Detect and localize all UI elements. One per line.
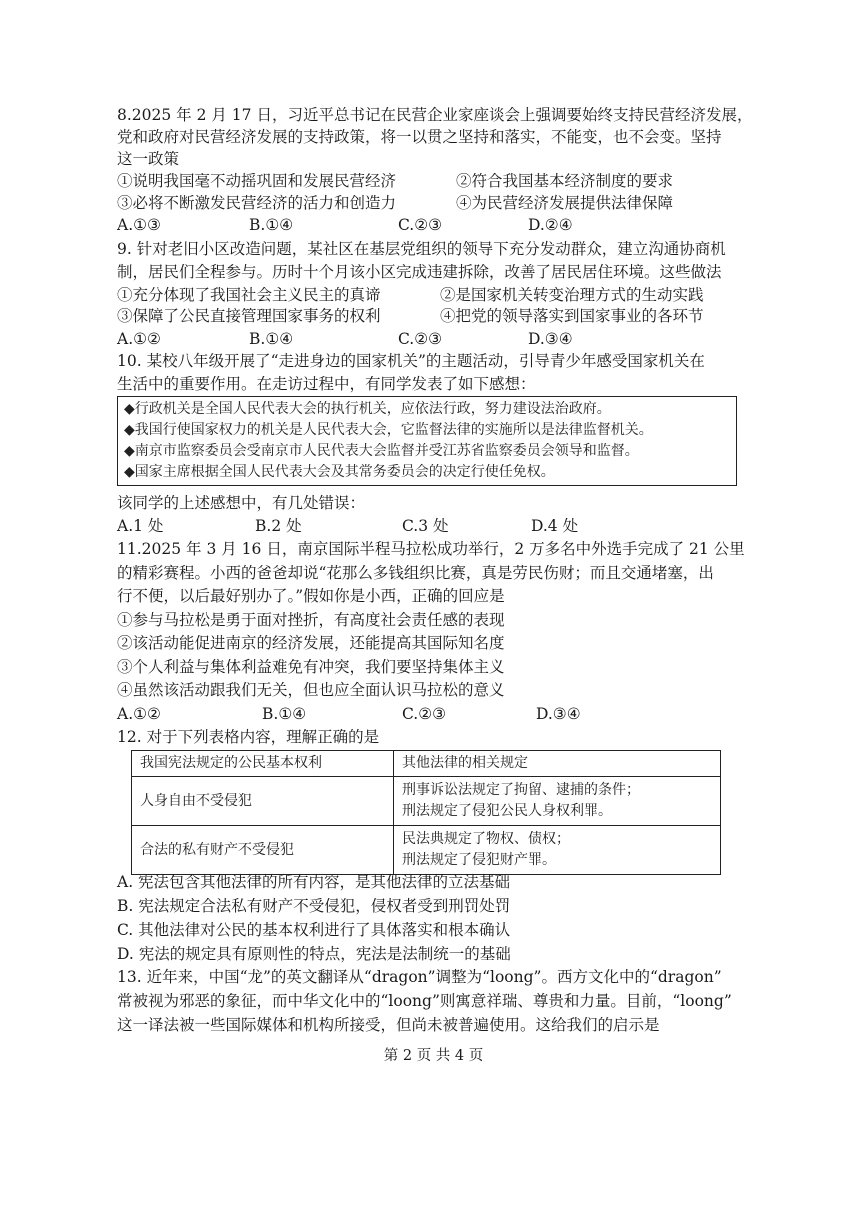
table-cell: 合法的私有财产不受侵犯 — [132, 826, 394, 875]
q12-option-b: B. 宪法规定合法私有财产不受侵犯，侵权者受到刑罚处罚 — [117, 897, 511, 915]
q10-stem-line-2: 生活中的重要作用。在走访过程中，有同学发表了如下感想： — [117, 375, 536, 393]
page-number: 第 2 页 共 4 页 — [383, 1048, 484, 1064]
q12-option-c: C. 其他法律对公民的基本权利进行了具体落实和根本确认 — [117, 921, 511, 939]
q11-option-3: ③个人利益与集体利益难免有冲突，我们要坚持集体主义 — [117, 658, 505, 676]
q8-choice-c: C.②③ — [398, 216, 443, 234]
q10-after-text: 该同学的上述感想中，有几处错误： — [117, 494, 366, 512]
table-cell — [394, 777, 721, 826]
q11-choice-a: A.①② — [117, 705, 161, 723]
q8-choice-d: D.②④ — [528, 216, 573, 234]
q11-choice-d: D.③④ — [536, 705, 581, 723]
table-cell-line: 刑法规定了侵犯公民人身权利罪。 — [402, 803, 612, 819]
q10-statement-3: ◆南京市监察委员会受南京市人民代表大会监督并受江苏省监察委员会领导和监督。 — [124, 443, 639, 459]
table-cell — [394, 826, 721, 875]
q10-statement-box — [117, 396, 737, 486]
table-cell-line: 刑法规定了侵犯财产罪。 — [402, 852, 556, 868]
table-header-cell: 其他法律的相关规定 — [394, 751, 721, 777]
q10-choice-a: A.1 处 — [117, 517, 164, 535]
q11-stem-line-3: 行不便，以后最好别办了。”假如你是小西，正确的回应是 — [117, 587, 505, 605]
q9-choice-b: B.①④ — [249, 330, 294, 348]
table-cell: 人身自由不受侵犯 — [132, 777, 394, 826]
q9-option-1: ①充分体现了我国社会主义民主的真谛 — [117, 286, 381, 304]
q9-stem-line-1: 9. 针对老旧小区改造问题，某社区在基层党组织的领导下充分发动群众，建立沟通协商机 — [117, 240, 726, 258]
q10-choice-b: B.2 处 — [255, 517, 302, 535]
table-header-row — [132, 751, 721, 777]
q10-statement-2: ◆我国行使国家权力的机关是人民代表大会，它监督法律的实施所以是法律监督机关。 — [124, 422, 653, 438]
q13-stem-line-1: 13. 近年来，中国“龙”的英文翻译从“dragon”调整为“loong”。西方文化中的“dragon” — [117, 968, 722, 986]
q8-choice-b: B.①④ — [249, 216, 294, 234]
q8-option-3: ③必将不断激发民营经济的活力和创造力 — [117, 194, 397, 212]
q11-stem-line-2: 的精彩赛程。小西的爸爸却说“花那么多钱组织比赛，真是劳民伤财；而且交通堵塞，出 — [117, 564, 714, 582]
table-cell-line: 刑事诉讼法规定了拘留、逮捕的条件； — [402, 782, 640, 798]
q8-stem-line-1: 8.2025 年 2 月 17 日，习近平总书记在民营企业家座谈会上强调要始终支持民营经济发展， — [117, 106, 753, 124]
q11-choice-b: B.①④ — [262, 705, 307, 723]
q8-option-1: ①说明我国毫不动摇巩固和发展民营经济 — [117, 172, 397, 190]
q12-stem: 12. 对于下列表格内容，理解正确的是 — [117, 728, 380, 746]
q8-choice-a: A.①③ — [117, 216, 161, 234]
q10-statement-4: ◆国家主席根据全国人民代表大会及其常务委员会的决定行使任免权。 — [124, 464, 555, 480]
q11-option-1: ①参与马拉松是勇于面对挫折，有高度社会责任感的表现 — [117, 611, 505, 629]
q9-choice-d: D.③④ — [528, 330, 573, 348]
table-cell-line: 民法典规定了物权、债权； — [402, 831, 570, 847]
q8-option-2: ②符合我国基本经济制度的要求 — [456, 172, 674, 190]
q10-choice-d: D.4 处 — [531, 517, 579, 535]
q9-stem-line-2: 制，居民们全程参与。历时十个月该小区完成违建拆除，改善了居民居住环境。这些做法 — [117, 263, 722, 281]
q9-choice-a: A.①② — [117, 330, 161, 348]
q8-option-4: ④为民营经济发展提供法律保障 — [456, 194, 674, 212]
q9-option-2: ②是国家机关转变治理方式的生动实践 — [440, 286, 704, 304]
q9-choice-c: C.②③ — [398, 330, 443, 348]
q12-table — [131, 750, 721, 875]
q11-option-2: ②该活动能促进南京的经济发展，还能提高其国际知名度 — [117, 634, 505, 652]
q13-stem-line-3: 这一译法被一些国际媒体和机构所接受，但尚未被普遍使用。这给我们的启示是 — [117, 1016, 660, 1034]
q11-stem-line-1: 11.2025 年 3 月 16 日，南京国际半程马拉松成功举行，2 万多名中外选手完成了 21 公里 — [117, 540, 745, 558]
q12-option-d: D. 宪法的规定具有原则性的特点，宪法是法制统一的基础 — [117, 945, 511, 963]
q8-stem-line-3: 这一政策 — [117, 150, 180, 168]
q11-option-4: ④虽然该活动跟我们无关，但也应全面认识马拉松的意义 — [117, 681, 505, 699]
q10-stem-line-1: 10. 某校八年级开展了“走进身边的国家机关”的主题活动，引导青少年感受国家机关在 — [117, 352, 705, 370]
q9-option-4: ④把党的领导落实到国家事业的各环节 — [440, 307, 704, 325]
q10-choice-c: C.3 处 — [402, 517, 449, 535]
q11-choice-c: C.②③ — [402, 705, 447, 723]
q13-stem-line-2: 常被视为邪恶的象征，而中华文化中的“loong”则寓意祥瑞、尊贵和力量。目前，“loong” — [117, 992, 732, 1010]
q10-statement-1: ◆行政机关是全国人民代表大会的执行机关，应依法行政，努力建设法治政府。 — [124, 401, 611, 417]
q12-option-a: A. 宪法包含其他法律的所有内容，是其他法律的立法基础 — [117, 873, 511, 891]
table-row — [132, 777, 721, 826]
q8-stem-line-2: 党和政府对民营经济发展的支持政策，将一以贯之坚持和落实，不能变，也不会变。坚持 — [117, 128, 722, 146]
table-row — [132, 826, 721, 875]
table-header-cell: 我国宪法规定的公民基本权利 — [132, 751, 394, 777]
q9-option-3: ③保障了公民直接管理国家事务的权利 — [117, 307, 381, 325]
